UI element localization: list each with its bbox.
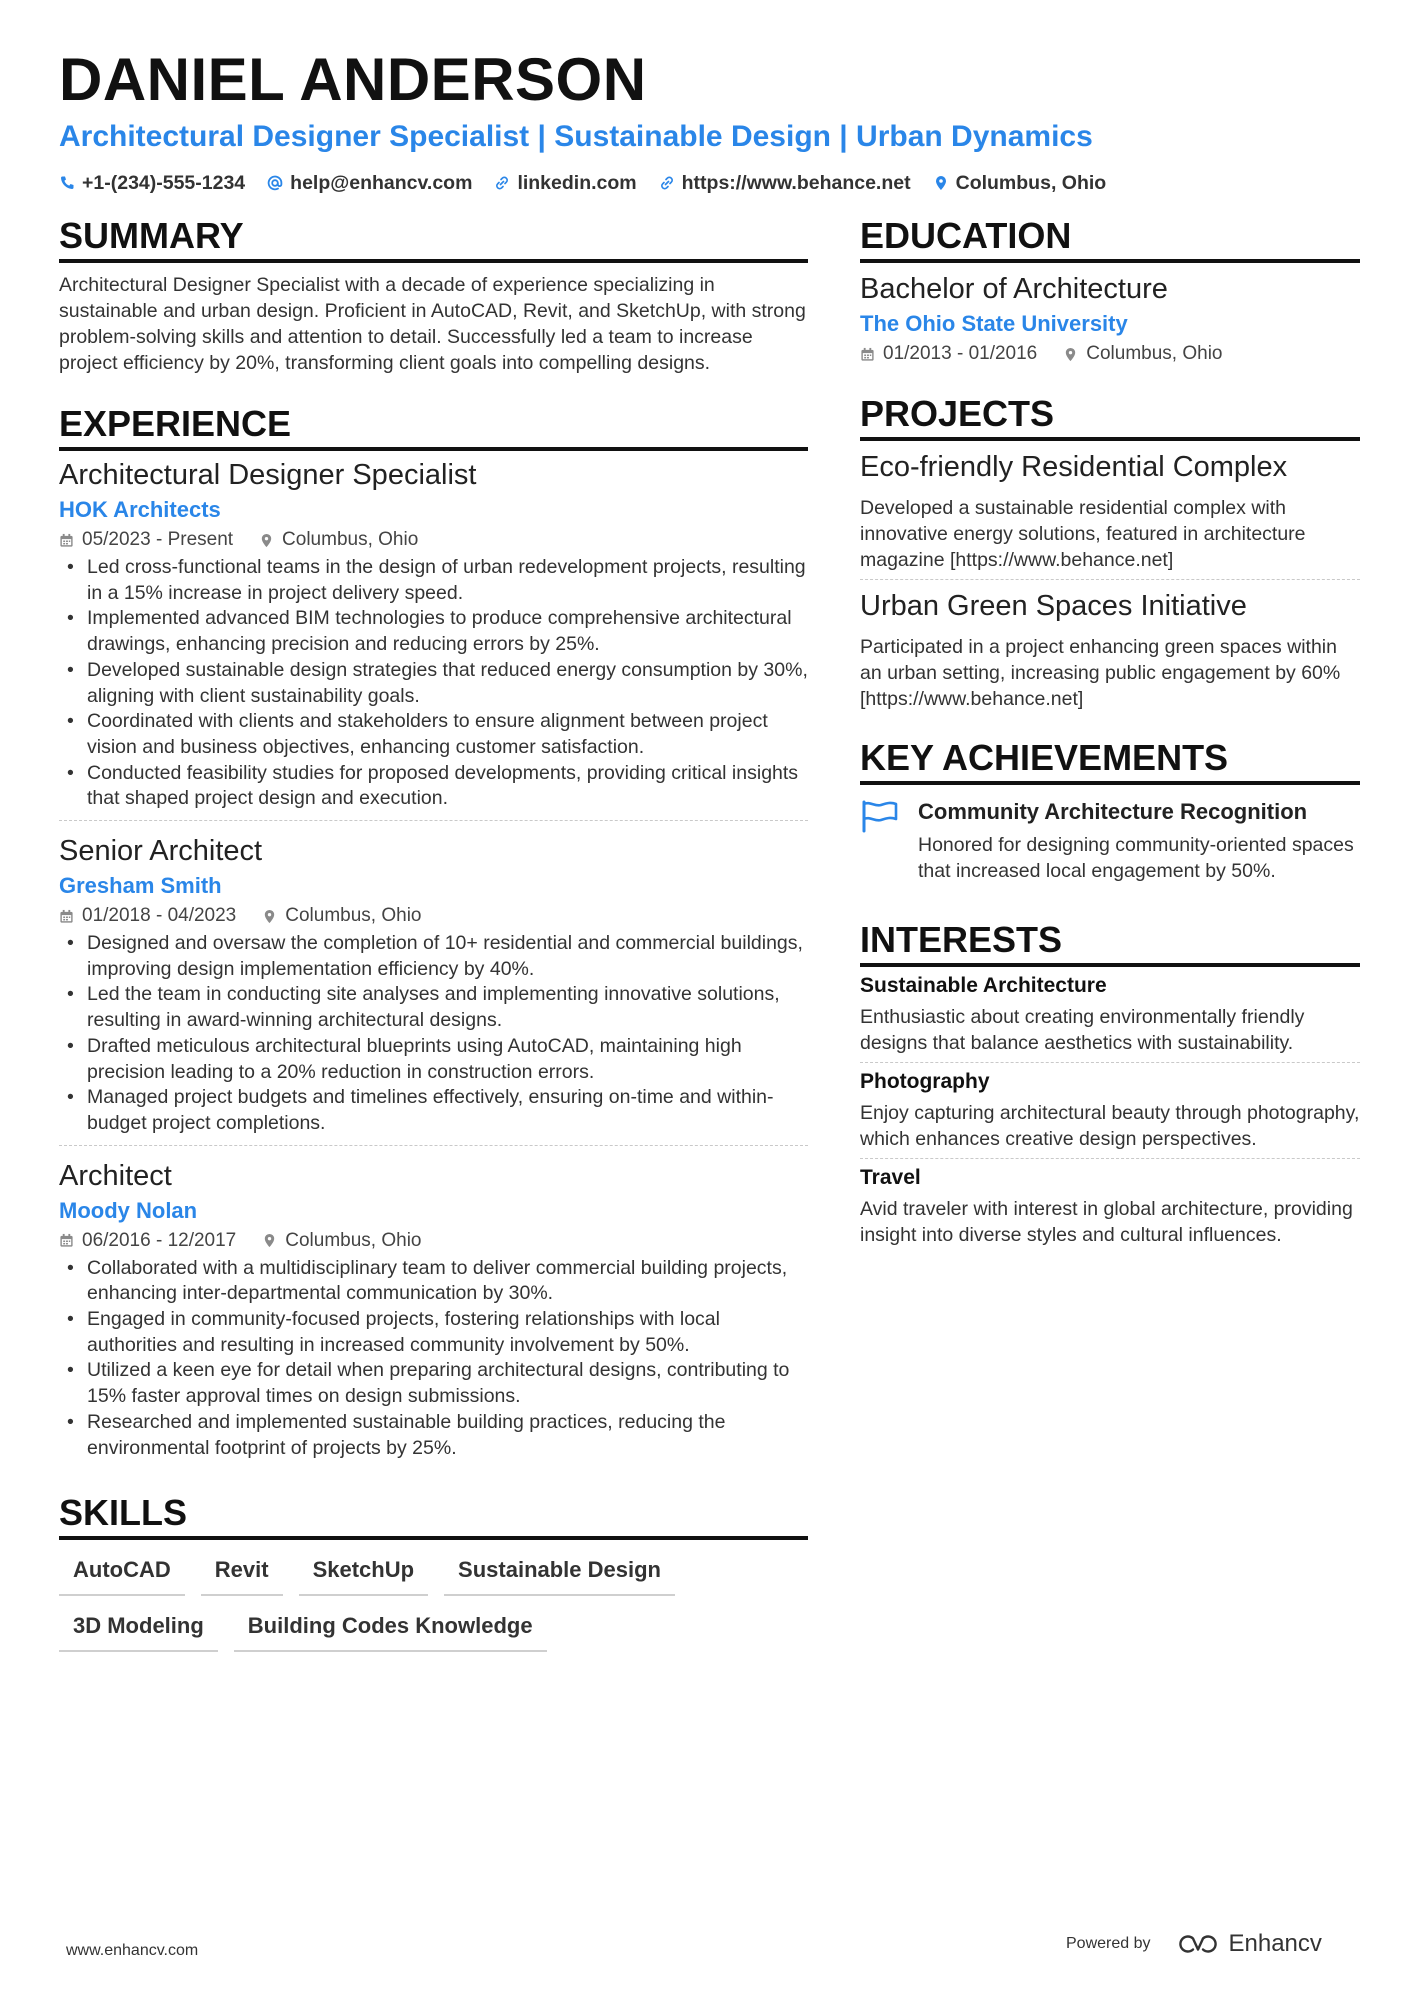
education-dates-text: 01/2013 - 01/2016 (883, 343, 1038, 364)
interest-title: Photography (860, 1070, 990, 1093)
flag-icon (860, 799, 900, 833)
projects-heading: PROJECTS (860, 392, 1360, 441)
job-bullets (59, 555, 808, 812)
candidate-name: DANIEL ANDERSON (59, 46, 647, 113)
achievement-item (860, 797, 1360, 884)
job-bullet: • Utilized a keen eye for detail when preparing architectural designs, contributing to 15% faster approval times on design submissions. (59, 1358, 808, 1409)
job-bullet: • Implemented advanced BIM technologies to produce comprehensive architectural drawings, enhancing precision and reducing errors by 25%. (59, 606, 808, 657)
job-location-text: Columbus, Ohio (285, 1229, 422, 1251)
job-bullets (59, 931, 808, 1137)
contact-website[interactable] (659, 171, 911, 195)
interest-item (860, 967, 1360, 1062)
enhancv-logo-icon (1175, 1932, 1221, 1956)
skills-heading: SKILLS (59, 1491, 808, 1540)
experience-heading: EXPERIENCE (59, 402, 808, 451)
job-bullet: • Coordinated with clients and stakeholders to ensure alignment between project vision and business objectives, enhancing customer satisfaction. (59, 709, 808, 760)
education-school: The Ohio State University (860, 311, 1128, 336)
job-meta (59, 528, 808, 552)
achievement-body (918, 797, 1360, 884)
job-meta (59, 904, 808, 928)
experience-item (59, 820, 808, 1145)
project-item (860, 579, 1360, 718)
calendar-icon (860, 347, 875, 362)
project-name: Eco-friendly Residential Complex (860, 451, 1288, 483)
job-dates (59, 1229, 236, 1253)
job-location (262, 904, 421, 928)
interest-desc: Enjoy capturing architectural beauty through photography, which enhances creative design perspectives. (860, 1102, 1360, 1150)
project-desc: Developed a sustainable residential complex with innovative energy solutions, featured in architecture magazine [https://www.behance.net] (860, 497, 1306, 571)
skills-list (59, 1554, 759, 1652)
job-company: Moody Nolan (59, 1197, 198, 1223)
experience-item (59, 1145, 808, 1470)
footer-branding (1066, 1930, 1322, 1958)
achievements-heading: KEY ACHIEVEMENTS (860, 736, 1360, 785)
map-pin-icon (1063, 347, 1078, 362)
job-bullet: • Managed project budgets and timelines effectively, ensuring on-time and within-budget project completions. (59, 1085, 808, 1136)
project-name: Urban Green Spaces Initiative (860, 590, 1247, 622)
left-column (59, 214, 808, 1652)
brand-logo[interactable] (1175, 1930, 1322, 1958)
experience-item (59, 457, 808, 820)
contact-location (933, 171, 1107, 195)
job-role: Senior Architect (59, 835, 263, 868)
candidate-title: Architectural Designer Specialist | Sustainable Design | Urban Dynamics (59, 120, 1093, 153)
job-dates-text: 01/2018 - 04/2023 (82, 905, 237, 927)
skill-tag: Revit (201, 1554, 283, 1596)
job-meta (59, 1229, 808, 1253)
achievement-title: Community Architecture Recognition (918, 799, 1308, 824)
project-item (860, 449, 1360, 579)
map-pin-icon (933, 175, 949, 191)
contact-email-text: help@enhancv.com (290, 172, 473, 194)
job-bullet: • Developed sustainable design strategies that reduced energy consumption by 30%, aligning with client sustainability goals. (59, 658, 808, 709)
job-bullet: • Designed and oversaw the completion of 10+ residential and commercial buildings, improving design implementation efficiency by 40%. (59, 931, 808, 982)
job-bullet: • Engaged in community-focused projects, fostering relationships with local authorities and resulting in increased community involvement by 50%. (59, 1307, 808, 1358)
contact-phone-text: +1-(234)-555-1234 (82, 172, 246, 194)
contact-location-text: Columbus, Ohio (955, 172, 1107, 194)
contact-linkedin[interactable] (494, 171, 636, 195)
education-meta (860, 342, 1360, 366)
achievement-desc: Honored for designing community-oriented spaces that increased local engagement by 50%. (918, 834, 1354, 882)
job-dates (59, 904, 236, 928)
job-location-text: Columbus, Ohio (282, 529, 419, 550)
job-bullet: • Collaborated with a multidisciplinary team to deliver commercial building projects, enhancing inter-departmental communication by 30%. (59, 1256, 808, 1307)
interest-title: Travel (860, 1166, 921, 1189)
job-dates-text: 06/2016 - 12/2017 (82, 1229, 237, 1251)
interest-desc: Avid traveler with interest in global architecture, providing insight into diverse styles and cultural influences. (860, 1198, 1353, 1246)
education-degree: Bachelor of Architecture (860, 273, 1168, 305)
job-dates-text: 05/2023 - Present (82, 529, 234, 550)
interest-desc: Enthusiastic about creating environmentally friendly designs that balance aesthetics with sustainability. (860, 1006, 1305, 1054)
job-bullet: • Researched and implemented sustainable building practices, reducing the environmental footprint of projects by 25%. (59, 1410, 808, 1461)
map-pin-icon (259, 533, 274, 548)
interests-heading: INTERESTS (860, 918, 1360, 967)
calendar-icon (59, 533, 74, 548)
contact-email[interactable] (267, 171, 472, 195)
right-column (860, 214, 1360, 1254)
job-role: Architect (59, 1159, 172, 1192)
at-icon (267, 175, 283, 191)
map-pin-icon (262, 1233, 277, 1248)
calendar-icon (59, 1233, 74, 1248)
job-location (259, 528, 418, 552)
resume-header (59, 45, 1359, 195)
job-bullet: • Led cross-functional teams in the design of urban redevelopment projects, resulting in a 15% increase in project delivery speed. (59, 555, 808, 606)
job-bullet: • Conducted feasibility studies for proposed developments, providing critical insights that shaped project design and execution. (59, 761, 808, 812)
skill-tag: Building Codes Knowledge (234, 1610, 547, 1652)
calendar-icon (59, 909, 74, 924)
contact-website-text: https://www.behance.net (681, 172, 911, 194)
powered-by-label: Powered by (1066, 1935, 1151, 1952)
brand-name: Enhancv (1228, 1930, 1322, 1957)
link-icon (494, 175, 510, 191)
education-dates (860, 342, 1037, 366)
skill-tag: Sustainable Design (444, 1554, 675, 1596)
job-bullet: • Led the team in conducting site analyses and implementing innovative solutions, resulting in award-winning architectural designs. (59, 982, 808, 1033)
interest-item (860, 1158, 1360, 1254)
contact-bar (59, 171, 1359, 195)
map-pin-icon (262, 909, 277, 924)
phone-icon (59, 175, 75, 191)
interest-title: Sustainable Architecture (860, 974, 1107, 997)
education-location (1063, 342, 1222, 366)
job-role: Architectural Designer Specialist (59, 459, 477, 491)
footer-website[interactable]: www.enhancv.com (66, 1942, 199, 1959)
summary-text: Architectural Designer Specialist with a decade of experience specializing in sustainable and urban design. Proficient in AutoCAD, Revit, and SketchUp, with strong problem-solving skills and attention to detail. Successfully led a team to increase project efficiency by 20%, transforming client goals into compelling designs. (59, 274, 806, 374)
job-company: HOK Architects (59, 497, 221, 522)
contact-phone[interactable] (59, 171, 245, 195)
skill-tag: AutoCAD (59, 1554, 185, 1596)
project-desc: Participated in a project enhancing green spaces within an urban setting, increasing public engagement by 60% [https://www.behance.net] (860, 636, 1341, 710)
skill-tag: 3D Modeling (59, 1610, 218, 1652)
job-bullet: • Drafted meticulous architectural blueprints using AutoCAD, maintaining high precision leading to a 20% reduction in construction errors. (59, 1034, 808, 1085)
achievement-icon-wrap (860, 797, 902, 884)
skill-tag: SketchUp (299, 1554, 428, 1596)
interest-item (860, 1062, 1360, 1158)
contact-linkedin-text: linkedin.com (517, 172, 637, 194)
summary-heading: SUMMARY (59, 214, 808, 263)
job-dates (59, 528, 233, 552)
job-location (262, 1229, 421, 1253)
job-company: Gresham Smith (59, 873, 222, 899)
job-bullets (59, 1256, 808, 1462)
education-location-text: Columbus, Ohio (1086, 343, 1223, 364)
job-location-text: Columbus, Ohio (285, 905, 422, 927)
link-icon (659, 175, 675, 191)
education-heading: EDUCATION (860, 214, 1360, 263)
